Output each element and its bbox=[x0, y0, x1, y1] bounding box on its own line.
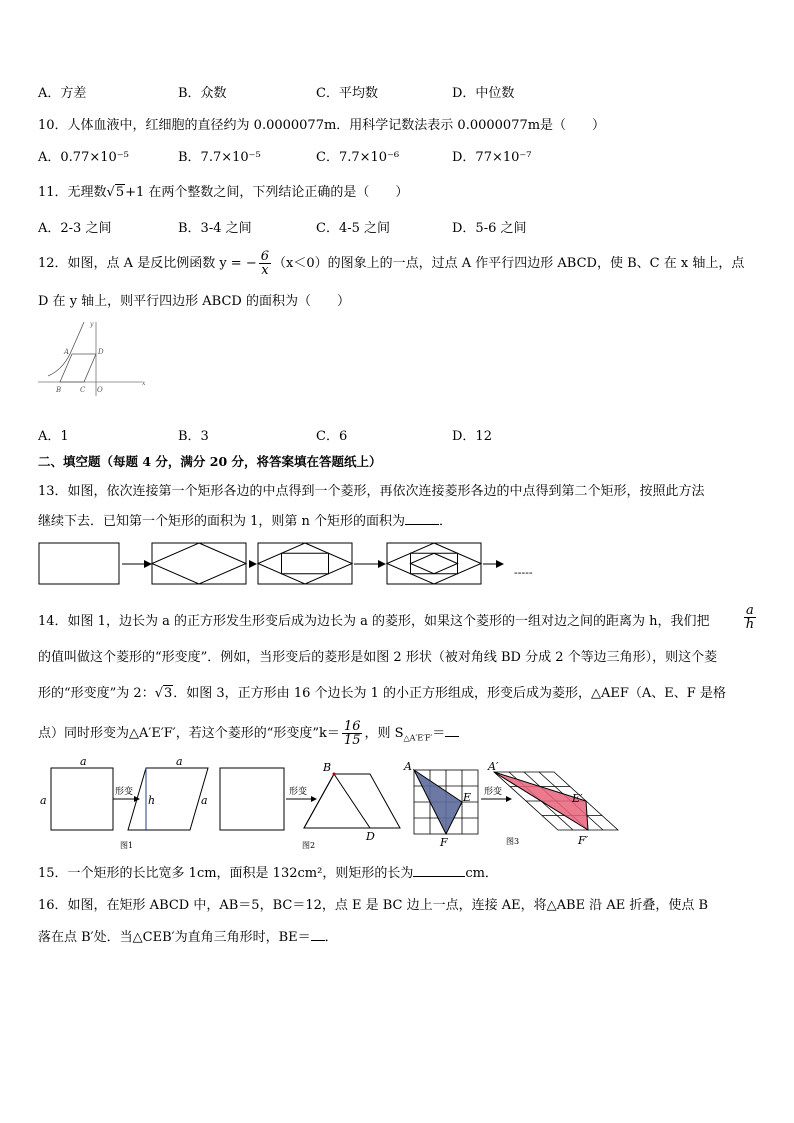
q12-figure bbox=[34, 318, 152, 400]
q15-stem bbox=[38, 862, 498, 881]
q14-fig2-label-b: B bbox=[323, 761, 332, 774]
q16-line2-end: ． bbox=[324, 930, 338, 945]
q14-fig1-a-left: a bbox=[40, 794, 47, 807]
q12-option-d: D．12 bbox=[452, 429, 492, 444]
q11-stem: 11．无理数√5+1 在两个整数之间，下列结论正确的是（ ） bbox=[38, 185, 409, 200]
q14-line3: 形的“形变度”为 2：√3．如图 3，正方形由 16 个边长为 1 的小正方形组成，形变后成为菱形，△AEF（A、E、F 是格 bbox=[38, 686, 726, 701]
q14-line4-post: ，则 S bbox=[364, 726, 404, 741]
q14-fig1-arrow-label: 形变 bbox=[115, 787, 134, 797]
q12-label-d: D bbox=[98, 348, 104, 356]
q12-option-a: A．1 bbox=[38, 429, 69, 444]
q10-option-b: B．7.7×10⁻⁵ bbox=[178, 150, 261, 165]
q14-frac-den: h bbox=[745, 617, 755, 632]
q12-label-y: y bbox=[90, 321, 94, 328]
q14-frac-a-h bbox=[744, 604, 756, 631]
q14-fig3-label-e: E bbox=[463, 791, 472, 804]
q10-option-d: D．77×10⁻⁷ bbox=[452, 150, 532, 165]
q14-frac-num: a bbox=[746, 603, 754, 618]
q14-fig1-a-rh-top: a bbox=[176, 756, 183, 768]
q12-frac-num: 6 bbox=[260, 249, 270, 264]
q10-option-c: C．7.7×10⁻⁶ bbox=[316, 150, 400, 165]
q11-option-b: B．3-4 之间 bbox=[178, 221, 252, 236]
q13-line2-end: ． bbox=[439, 514, 453, 529]
q12-stem-line1 bbox=[38, 250, 744, 277]
q13-arrow-4 bbox=[496, 560, 504, 568]
q12-label-c: C bbox=[80, 386, 86, 394]
q14-k-den: 15 bbox=[343, 733, 361, 748]
q14-fig3-label-f2: F′ bbox=[578, 834, 589, 847]
q11-option-c: C．4-5 之间 bbox=[316, 221, 391, 236]
q13-rect-1 bbox=[39, 543, 119, 584]
q9-option-a: A．方差 bbox=[38, 86, 87, 101]
q14-k-num: 16 bbox=[343, 719, 361, 734]
q13-line1: 13．如图，依次连接第一个矩形各边的中点得到一个菱形，再依次连接菱形各边的中点得到第二个矩形，按照此方法 bbox=[38, 484, 705, 499]
q14-fig2-caption: 图2 bbox=[302, 841, 316, 850]
q13-rect-4 bbox=[387, 543, 481, 584]
q14-fig2-label-d: D bbox=[366, 830, 375, 843]
q11-option-a: A．2-3 之间 bbox=[38, 221, 112, 236]
q14-line2: 的值叫做这个菱形的“形变度”．例如，当形变后的菱形是如图 2 形状（被对角线 BD 分成 2 个等边三角形），则这个菱 bbox=[38, 650, 718, 665]
q15-answer-blank[interactable] bbox=[413, 864, 465, 877]
q15-post: cm． bbox=[465, 866, 498, 881]
q14-line4-sub: △A′E′F′ bbox=[403, 733, 433, 743]
q13-line2 bbox=[38, 510, 452, 529]
q12-label-x: x bbox=[142, 380, 146, 387]
q14-fig3-caption: 图3 bbox=[506, 837, 520, 846]
q13-arrow-3 bbox=[378, 560, 386, 568]
q14-figures bbox=[36, 756, 636, 852]
q11-option-d: D．5-6 之间 bbox=[452, 221, 527, 236]
q14-fig3-arrow-label: 形变 bbox=[484, 787, 503, 797]
q11-stem-post: +1 在两个整数之间，下列结论正确的是（ ） bbox=[125, 185, 409, 200]
q12-stem-line2: D 在 y 轴上，则平行四边形 ABCD 的面积为（ ） bbox=[38, 294, 350, 309]
q13-figure bbox=[36, 540, 556, 588]
q12-post: （x＜0）的图象上的一点，过点 A 作平行四边形 ABCD，使 B、C 在 x 轴上，点 bbox=[273, 256, 745, 271]
q13-answer-blank[interactable] bbox=[405, 512, 439, 525]
q13-arrow-2 bbox=[249, 560, 257, 568]
q12-option-c: C．6 bbox=[316, 429, 348, 444]
q14-fig1-h: h bbox=[148, 794, 156, 807]
q14-fig1-a-rh-right: a bbox=[201, 794, 208, 807]
q14-line3-post: ．如图 3，正方形由 16 个边长为 1 的小正方形组成，形变后成为菱形，△AEF（A、E、F 是格 bbox=[173, 686, 726, 701]
q14-fig1-caption: 图1 bbox=[120, 841, 134, 850]
q14-line3-radicand: 3 bbox=[164, 686, 173, 701]
q9-option-b: B．众数 bbox=[178, 86, 227, 101]
q16-line2-pre: 落在点 B′处．当△CEB′为直角三角形时，BE＝ bbox=[38, 930, 311, 945]
q11-radicand: 5 bbox=[115, 185, 125, 200]
q9-option-c: C．平均数 bbox=[316, 86, 378, 101]
q12-frac-den: x bbox=[261, 263, 269, 278]
q14-fig3-label-a: A bbox=[404, 760, 412, 773]
q14-line1 bbox=[38, 610, 709, 629]
q13-rhombus-2 bbox=[152, 543, 246, 584]
q10-option-a: A．0.77×10⁻⁵ bbox=[38, 150, 129, 165]
q14-line1-text: 14．如图 1，边长为 a 的正方形发生形变后成为边长为 a 的菱形，如果这个菱形的一组对边之间的距离为 h，我们把 bbox=[38, 614, 710, 629]
q14-fig3-arrow bbox=[506, 796, 512, 802]
q14-fig2-point-b bbox=[333, 773, 336, 776]
q16-line1: 16．如图，在矩形 ABCD 中，AB＝5，BC＝12，点 E 是 BC 边上一点，连接 AE，将△ABE 沿 AE 折叠，使点 B bbox=[38, 898, 709, 913]
q13-line2-text: 继续下去．已知第一个矩形的面积为 1，则第 n 个矩形的面积为 bbox=[38, 514, 406, 529]
q10-stem: 10．人体血液中，红细胞的直径约为 0.0000077m．用科学记数法表示 0.0000077m是（ ） bbox=[38, 118, 606, 133]
q12-option-b: B．3 bbox=[178, 429, 209, 444]
q16-answer-blank[interactable] bbox=[311, 928, 325, 941]
q14-fig2-triangle bbox=[304, 774, 370, 828]
q15-pre: 15．一个矩形的长比宽多 1cm，面积是 132cm²，则矩形的长为 bbox=[38, 866, 414, 881]
q14-fig2-arrow-label: 形变 bbox=[289, 787, 308, 797]
q14-fig2-arrow bbox=[311, 796, 317, 802]
q14-fig3-label-e2: E′ bbox=[572, 792, 583, 805]
q14-fig3-label-a2: A′ bbox=[488, 760, 499, 773]
q16-line2 bbox=[38, 926, 338, 945]
q12-label-b: B bbox=[56, 386, 62, 394]
section-2-heading: 二、填空题（每题 4 分，满分 20 分，将答案填在答题纸上） bbox=[38, 454, 382, 469]
q13-arrow-1 bbox=[144, 560, 152, 568]
q14-fig3-label-f: F bbox=[440, 836, 448, 849]
q14-line4-end: ＝ bbox=[432, 726, 446, 741]
q13-rect-2 bbox=[152, 543, 246, 584]
q14-line4-pre: 点）同时形变为△A′E′F′，若这个菱形的“形变度”k＝ bbox=[38, 726, 340, 741]
q14-line4 bbox=[38, 720, 459, 747]
q12-parallelogram bbox=[60, 354, 96, 382]
q14-fig2-square bbox=[220, 768, 284, 830]
q13-dashes: ----- bbox=[514, 566, 533, 579]
q9-option-d: D．中位数 bbox=[452, 86, 515, 101]
q12-label-o: O bbox=[97, 386, 103, 394]
q14-fig1-square bbox=[51, 768, 113, 830]
q14-line3-pre: 形的“形变度”为 2： bbox=[38, 686, 155, 701]
q12-label-a: A bbox=[64, 348, 70, 356]
q14-fig1-a-top: a bbox=[80, 756, 87, 768]
q12-pre: 12．如图，点 A 是反比例函数 y = − bbox=[38, 256, 257, 271]
q13-rect-3 bbox=[258, 543, 352, 584]
q11-stem-pre: 11．无理数 bbox=[38, 185, 107, 200]
q14-answer-blank[interactable] bbox=[445, 724, 459, 737]
